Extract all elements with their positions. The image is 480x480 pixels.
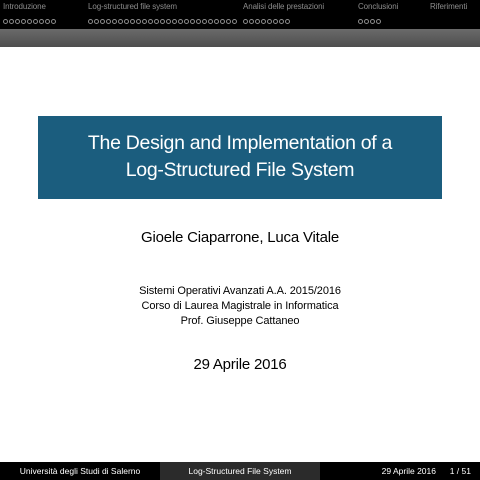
page-number: 1 / 51	[449, 466, 471, 476]
slide-dot-icon[interactable]	[376, 19, 381, 24]
nav-slide-dots[interactable]	[88, 17, 238, 22]
nav-section-conclusioni[interactable]	[358, 2, 398, 22]
slide-dot-icon[interactable]	[178, 19, 183, 24]
slide-dot-icon[interactable]	[232, 19, 237, 24]
slide-dot-icon[interactable]	[196, 19, 201, 24]
footer-bar	[0, 462, 480, 480]
presentation-title-line-1: The Design and Implementation of a	[87, 132, 393, 154]
slide-dot-icon[interactable]	[249, 19, 254, 24]
slide-dot-icon[interactable]	[33, 19, 38, 24]
slide-dot-icon[interactable]	[154, 19, 159, 24]
slide-dot-icon[interactable]	[3, 19, 8, 24]
slide-dot-icon[interactable]	[364, 19, 369, 24]
footer-right	[320, 462, 480, 480]
footer-short-title: Log-Structured File System	[160, 462, 320, 480]
course-line: Sistemi Operativi Avanzati A.A. 2015/2016	[139, 285, 341, 297]
nav-slide-dots[interactable]	[430, 17, 467, 22]
institute-block	[0, 284, 480, 329]
nav-section-log-structured-file-system[interactable]	[88, 2, 238, 22]
authors: Gioele Ciaparrone, Luca Vitale	[140, 229, 340, 246]
slide-dot-icon[interactable]	[208, 19, 213, 24]
slide-dot-icon[interactable]	[273, 19, 278, 24]
nav-section-label: Introduzione	[3, 2, 46, 11]
slide-dot-icon[interactable]	[243, 19, 248, 24]
slide-dot-icon[interactable]	[51, 19, 56, 24]
nav-slide-dots[interactable]	[358, 17, 398, 22]
nav-slide-dots[interactable]	[243, 17, 324, 22]
slide-dot-icon[interactable]	[358, 19, 363, 24]
slide-dot-icon[interactable]	[15, 19, 20, 24]
slide-dot-icon[interactable]	[124, 19, 129, 24]
slide-dot-icon[interactable]	[202, 19, 207, 24]
slide-dot-icon[interactable]	[370, 19, 375, 24]
nav-section-riferimenti[interactable]	[430, 2, 467, 22]
slide-dot-icon[interactable]	[255, 19, 260, 24]
slide-dot-icon[interactable]	[226, 19, 231, 24]
slide-dot-icon[interactable]	[190, 19, 195, 24]
slide-dot-icon[interactable]	[285, 19, 290, 24]
slide-dot-icon[interactable]	[100, 19, 105, 24]
slide-dot-icon[interactable]	[112, 19, 117, 24]
slide-dot-icon[interactable]	[267, 19, 272, 24]
slide-dot-icon[interactable]	[214, 19, 219, 24]
nav-section-label: Conclusioni	[358, 2, 399, 11]
slide-dot-icon[interactable]	[166, 19, 171, 24]
slide-dot-icon[interactable]	[88, 19, 93, 24]
slide-dot-icon[interactable]	[106, 19, 111, 24]
slide-dot-icon[interactable]	[136, 19, 141, 24]
slide-dot-icon[interactable]	[220, 19, 225, 24]
nav-section-label: Log-structured file system	[88, 2, 177, 11]
slide-dot-icon[interactable]	[94, 19, 99, 24]
nav-section-introduzione[interactable]	[3, 2, 57, 22]
slide-dot-icon[interactable]	[118, 19, 123, 24]
footer-date: 29 Aprile 2016	[381, 466, 436, 476]
header-subbar	[0, 29, 480, 47]
slide-dot-icon[interactable]	[261, 19, 266, 24]
slide-dot-icon[interactable]	[160, 19, 165, 24]
degree-line: Corso di Laurea Magistrale in Informatica	[141, 300, 339, 312]
title-block	[38, 116, 442, 199]
slide-dot-icon[interactable]	[39, 19, 44, 24]
presentation-date: 29 Aprile 2016	[193, 356, 287, 373]
slide-dot-icon[interactable]	[148, 19, 153, 24]
presentation-title-line-2: Log-Structured File System	[125, 159, 355, 181]
slide-dot-icon[interactable]	[130, 19, 135, 24]
slide-dot-icon[interactable]	[27, 19, 32, 24]
nav-section-label: Riferimenti	[430, 2, 468, 11]
nav-slide-dots[interactable]	[3, 17, 57, 22]
section-navigation-bar	[0, 0, 480, 29]
slide-dot-icon[interactable]	[184, 19, 189, 24]
slide-dot-icon[interactable]	[279, 19, 284, 24]
slide-dot-icon[interactable]	[172, 19, 177, 24]
slide-dot-icon[interactable]	[142, 19, 147, 24]
nav-section-label: Analisi delle prestazioni	[243, 2, 325, 11]
nav-section-analisi-delle-prestazioni[interactable]	[243, 2, 324, 22]
footer-university: Università degli Studi di Salerno	[0, 462, 160, 480]
slide-dot-icon[interactable]	[45, 19, 50, 24]
professor-line: Prof. Giuseppe Cattaneo	[180, 315, 300, 327]
slide-dot-icon[interactable]	[21, 19, 26, 24]
slide-dot-icon[interactable]	[9, 19, 14, 24]
